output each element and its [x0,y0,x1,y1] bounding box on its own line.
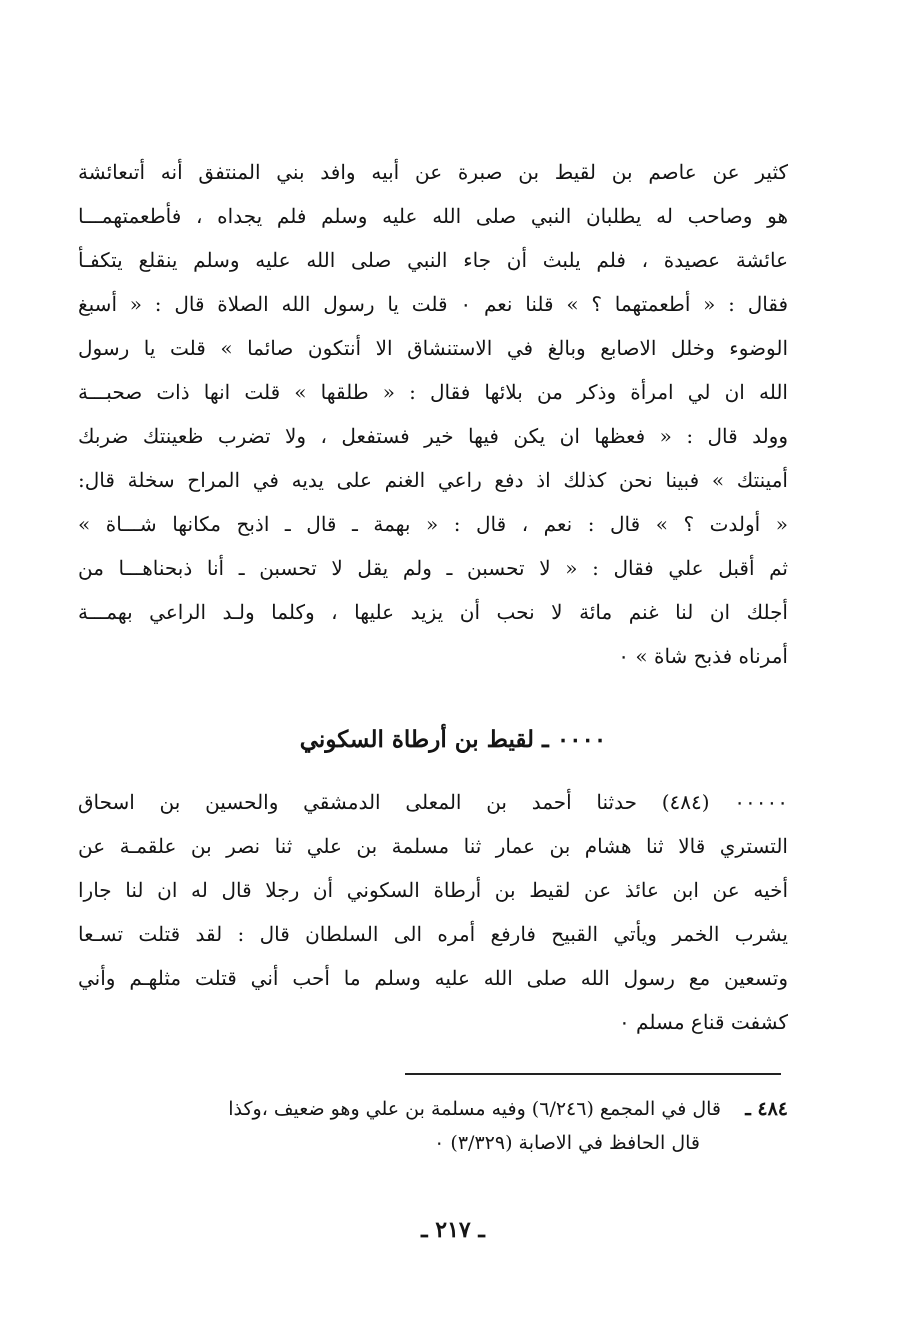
text-line: وتسعين مع رسول الله صلى الله عليه وسلم ما أحب أني قتلت مثلهـم وأني [78,966,788,990]
text-line: أخيه عن ابن عائذ عن لقيط بن أرطاة السكوني أن رجلا قال له ان لنا جارا [78,878,788,902]
text-line: وولد قال : « فعظها ان يكن فيها خير فستفعل ، ولا تضرب ظعينتك ضربك [78,424,788,448]
page-number: ـ ٢١٧ ـ [421,1217,485,1243]
footnote-number: ٤٨٤ ـ [745,1098,788,1120]
footnote-text: قال الحافظ في الاصابة (٣/٣٢٩) ۰ [434,1132,700,1154]
footnote-divider [405,1073,781,1075]
text-line: كشفت قناع مسلم ۰ [618,1010,788,1034]
footnote [78,1092,788,1160]
footnote-line [78,1092,788,1126]
text-line: التستري قالا ثنا هشام بن عمار ثنا مسلمة بن علي ثنا نصر بن علقمـة عن [78,834,788,858]
text-line: « أولدت ؟ » قال : نعم ، قال : « بهمة ـ قال ـ اذبح مكانها شـــاة » [78,512,788,536]
body-paragraph-1 [78,150,788,678]
section-heading: ۰۰۰۰ ـ لقيط بن أرطاة السكوني [299,726,607,753]
text-line: أمرناه فذبح شاة » ۰ [618,644,788,668]
text-line: هو وصاحب له يطلبان النبي صلى الله عليه وسلم فلم يجداه ، فأطعمتهمـــا [78,204,788,228]
text-line: فقال : « أطعمتهما ؟ » قلنا نعم ۰ قلت يا رسول الله الصلاة قال : « أسبغ [78,292,788,316]
footnote-text: قال في المجمع (٦/٢٤٦) وفيه مسلمة بن علي وهو ضعيف ،وكذا [228,1098,722,1120]
footnote-line [78,1126,788,1160]
text-line: أجلك ان لنا غنم مائة لا نحب أن يزيد عليها ، وكلما ولـد الراعي بهمـــة [78,600,788,624]
text-line: ۰۰۰۰۰ (٤٨٤) حدثنا أحمد بن المعلى الدمشقي والحسين بن اسحاق [78,790,788,814]
text-line: ثم أقبل علي فقال : « لا تحسبن ـ ولم يقل لا تحسبن ـ أنا ذبحناهـــا من [78,556,788,580]
text-line: الله ان لي امرأة وذكر من بلائها فقال : « طلقها » قلت انها ذات صحبـــة [78,380,788,404]
text-line: أمينتك » فبينا نحن كذلك اذ دفع راعي الغنم على يديه في المراح سخلة قال: [78,468,788,492]
text-line: عائشة عصيدة ، فلم يلبث أن جاء النبي صلى الله عليه وسلم ينقلع يتكفـأ [78,248,788,272]
text-line: الوضوء وخلل الاصابع وبالغ في الاستنشاق الا أنتكون صائما » قلت يا رسول [78,336,788,360]
body-paragraph-2 [78,780,788,1044]
text-line: يشرب الخمر ويأتي القبيح فارفع أمره الى السلطان قال : لقد قتلت تسـعا [78,922,788,946]
text-line: كثير عن عاصم بن لقيط بن صبرة عن أبيه وافد بني المنتفق أنه أتىعائشة [78,160,788,184]
